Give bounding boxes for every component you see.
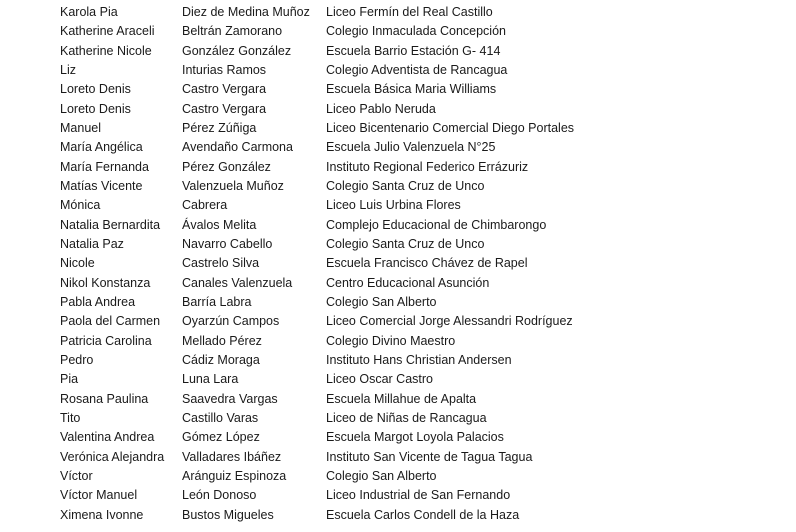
first-name-cell: Matías Vicente — [60, 178, 143, 193]
last-name-cell: Saavedra Vargas — [182, 391, 278, 406]
first-name-cell: Tito — [60, 410, 81, 425]
first-name-cell: Víctor — [60, 468, 93, 483]
school-cell: Colegio Adventista de Rancagua — [326, 62, 508, 77]
school-cell: Colegio Santa Cruz de Unco — [326, 178, 485, 193]
first-name-cell: Pia — [60, 372, 79, 387]
first-name-cell: Patricia Carolina — [60, 333, 152, 348]
last-name-cell: Cabrera — [182, 198, 228, 213]
first-name-cell: Natalia Paz — [60, 236, 124, 251]
table-row — [0, 293, 796, 312]
school-cell: Liceo Luis Urbina Flores — [326, 198, 461, 213]
last-name-cell: Cádiz Moraga — [182, 352, 260, 367]
table-row — [0, 216, 796, 235]
school-cell: Liceo Oscar Castro — [326, 372, 433, 387]
table-row — [0, 254, 796, 273]
first-name-cell: Pabla Andrea — [60, 294, 136, 309]
school-cell: Centro Educacional Asunción — [326, 275, 490, 290]
last-name-cell: Aránguiz Espinoza — [182, 468, 287, 483]
last-name-cell: Oyarzún Campos — [182, 314, 280, 329]
table-row — [0, 80, 796, 99]
school-cell: Escuela Básica Maria Williams — [326, 82, 497, 97]
last-name-cell: Gómez López — [182, 430, 260, 445]
school-cell: Escuela Francisco Chávez de Rapel — [326, 256, 528, 271]
first-name-cell: Karola Pia — [60, 5, 118, 19]
first-name-cell: Valentina Andrea — [60, 430, 155, 445]
first-name-cell: Paola del Carmen — [60, 314, 161, 329]
table-row — [0, 274, 796, 293]
table-row — [0, 100, 796, 119]
school-cell: Liceo de Niñas de Rancagua — [326, 410, 487, 425]
last-name-cell: Avendaño Carmona — [182, 140, 293, 155]
table-row — [0, 448, 796, 467]
first-name-cell: Liz — [60, 62, 76, 77]
table-row — [0, 390, 796, 409]
last-name-cell: Luna Lara — [182, 372, 239, 387]
last-name-cell: Mellado Pérez — [182, 333, 262, 348]
school-cell: Liceo Fermín del Real Castillo — [326, 5, 493, 19]
table-row — [0, 158, 796, 177]
last-name-cell: Pérez Zúñiga — [182, 120, 257, 135]
table-row — [0, 22, 796, 41]
last-name-cell: Inturias Ramos — [182, 62, 267, 77]
last-name-cell: Canales Valenzuela — [182, 275, 293, 290]
table-row — [0, 138, 796, 157]
first-name-cell: Loreto Denis — [60, 82, 131, 97]
table-row — [0, 506, 796, 525]
school-cell: Colegio San Alberto — [326, 468, 437, 483]
school-cell: Escuela Millahue de Apalta — [326, 391, 477, 406]
table-row — [0, 235, 796, 254]
school-cell: Escuela Margot Loyola Palacios — [326, 430, 504, 445]
table-row — [0, 351, 796, 370]
last-name-cell: Bustos Migueles — [182, 507, 274, 522]
first-name-cell: Loreto Denis — [60, 101, 131, 116]
school-cell: Liceo Pablo Neruda — [326, 101, 436, 116]
last-name-cell: Ávalos Melita — [182, 217, 257, 232]
last-name-cell: González González — [182, 43, 292, 58]
table-row — [0, 428, 796, 447]
first-name-cell: Rosana Paulina — [60, 391, 149, 406]
table-row — [0, 42, 796, 61]
last-name-cell: Castro Vergara — [182, 101, 267, 116]
last-name-cell: Diez de Medina Muñoz — [182, 5, 310, 19]
last-name-cell: Beltrán Zamorano — [182, 24, 283, 39]
first-name-cell: Manuel — [60, 120, 101, 135]
school-cell: Escuela Carlos Condell de la Haza — [326, 507, 520, 522]
school-cell: Complejo Educacional de Chimbarongo — [326, 217, 547, 232]
table-row — [0, 61, 796, 80]
last-name-cell: Barría Labra — [182, 294, 252, 309]
last-name-cell: Valenzuela Muñoz — [182, 178, 284, 193]
table-row — [0, 3, 796, 22]
table-row — [0, 370, 796, 389]
first-name-cell: Ximena Ivonne — [60, 507, 144, 522]
school-cell: Liceo Bicentenario Comercial Diego Portales — [326, 120, 575, 135]
table-row — [0, 312, 796, 331]
last-name-cell: Castillo Varas — [182, 410, 259, 425]
school-cell: Colegio Santa Cruz de Unco — [326, 236, 485, 251]
table-row — [0, 409, 796, 428]
last-name-cell: Castrelo Silva — [182, 256, 260, 271]
school-cell: Liceo Industrial de San Fernando — [326, 488, 511, 503]
table-row — [0, 486, 796, 505]
last-name-cell: León Donoso — [182, 488, 257, 503]
last-name-cell: Valladares Ibáñez — [182, 449, 282, 464]
first-name-cell: Katherine Nicole — [60, 43, 152, 58]
table-row — [0, 467, 796, 486]
school-cell: Instituto San Vicente de Tagua Tagua — [326, 449, 533, 464]
first-name-cell: Mónica — [60, 198, 101, 213]
last-name-cell: Pérez González — [182, 159, 271, 174]
school-cell: Escuela Barrio Estación G- 414 — [326, 43, 501, 58]
school-cell: Colegio Divino Maestro — [326, 333, 456, 348]
school-cell: Liceo Comercial Jorge Alessandri Rodríguez — [326, 314, 573, 329]
school-cell: Escuela Julio Valenzuela N°25 — [326, 140, 496, 155]
table-row — [0, 177, 796, 196]
first-name-cell: María Angélica — [60, 140, 143, 155]
first-name-cell: Nicole — [60, 256, 95, 271]
first-name-cell: María Fernanda — [60, 159, 149, 174]
school-cell: Colegio San Alberto — [326, 294, 437, 309]
participants-table — [0, 3, 796, 525]
first-name-cell: Natalia Bernardita — [60, 217, 161, 232]
school-cell: Colegio Inmaculada Concepción — [326, 24, 506, 39]
first-name-cell: Verónica Alejandra — [60, 449, 165, 464]
first-name-cell: Nikol Konstanza — [60, 275, 151, 290]
first-name-cell: Pedro — [60, 352, 94, 367]
school-cell: Instituto Hans Christian Andersen — [326, 352, 512, 367]
table-row — [0, 119, 796, 138]
school-cell: Instituto Regional Federico Errázuriz — [326, 159, 529, 174]
last-name-cell: Navarro Cabello — [182, 236, 273, 251]
table-row — [0, 332, 796, 351]
first-name-cell: Víctor Manuel — [60, 488, 138, 503]
last-name-cell: Castro Vergara — [182, 82, 267, 97]
first-name-cell: Katherine Araceli — [60, 24, 155, 39]
table-row — [0, 196, 796, 215]
